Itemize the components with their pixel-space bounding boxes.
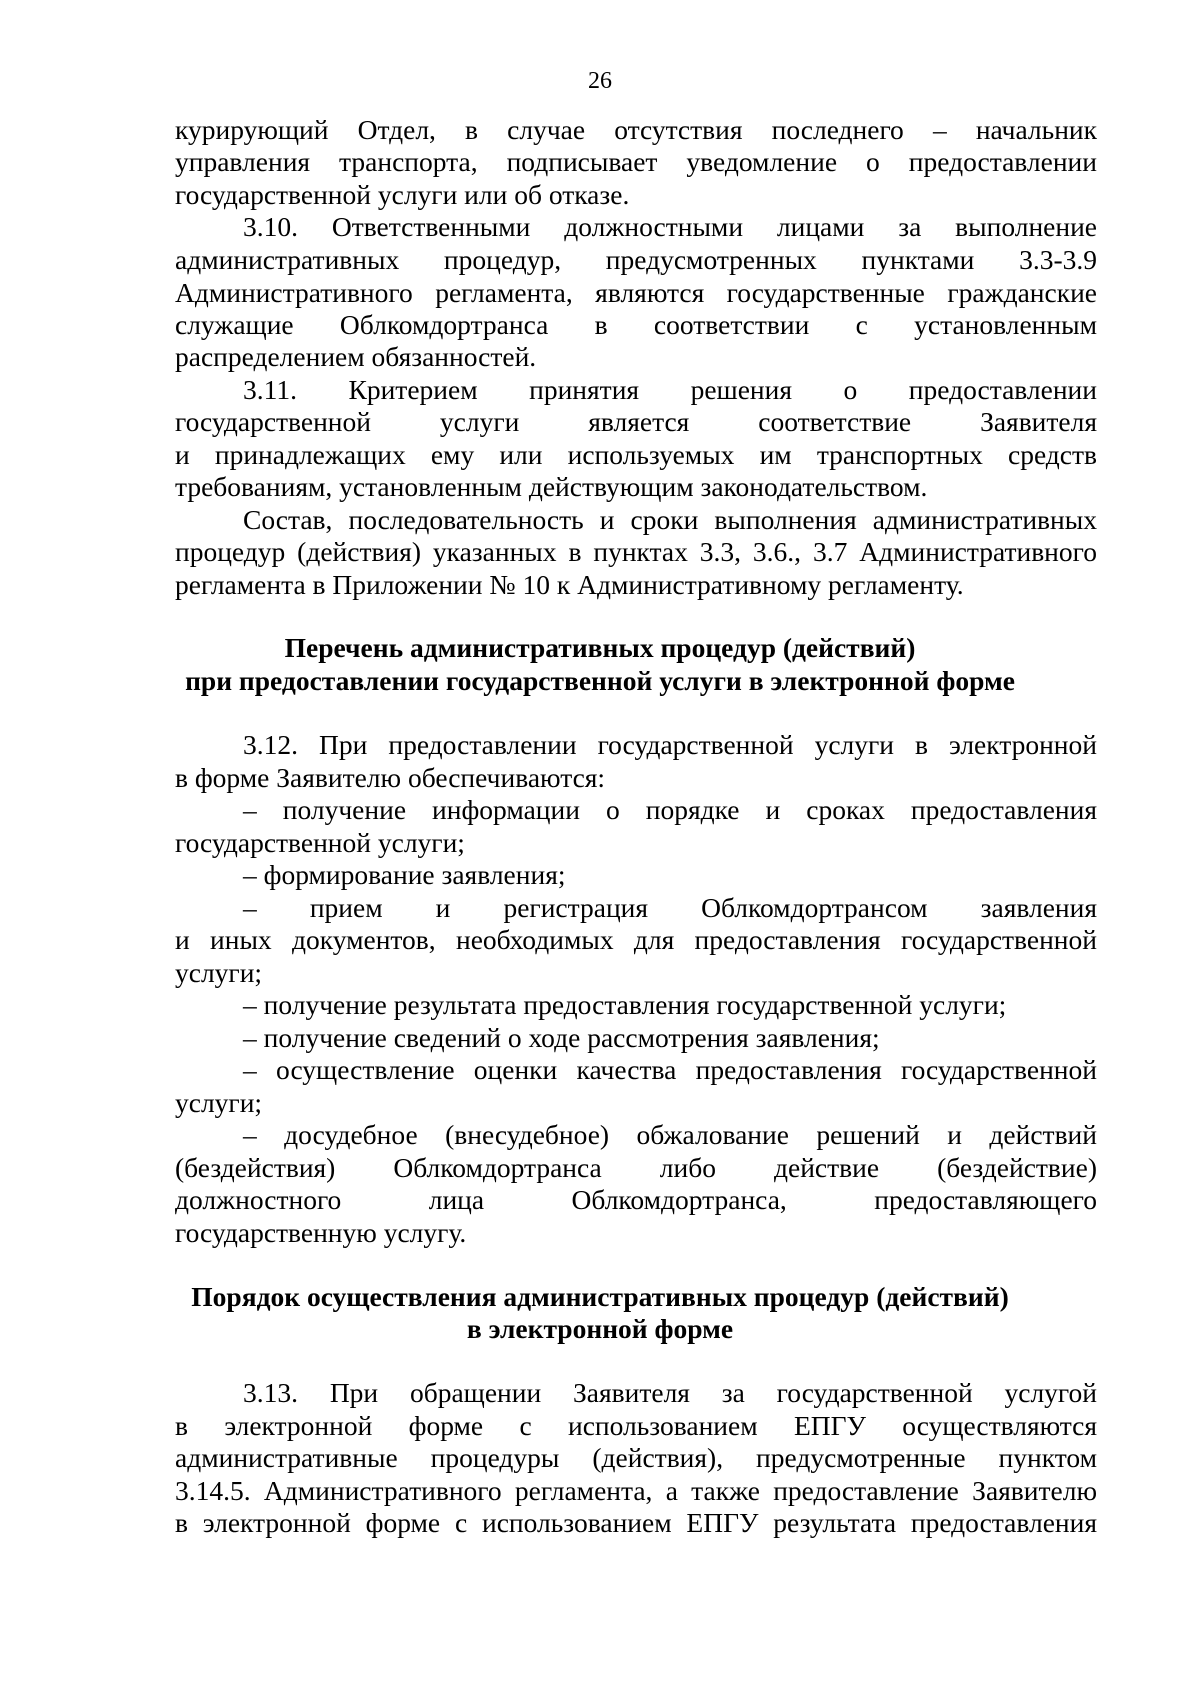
list-item: – получение информации о порядке и сроках предоставления — [243, 794, 1097, 825]
text-line: в форме Заявителю обеспечиваются: — [175, 762, 606, 793]
text-line: курирующий Отдел, в случае отсутствия последнего – начальник — [175, 114, 1097, 145]
section-heading: при предоставлении государственной услуги в электронной форме — [185, 665, 1015, 696]
text-line: государственной услуги; — [175, 827, 465, 858]
text-line: требованиям, установленным действующим законодательством. — [175, 471, 928, 502]
text-line: процедур (действия) указанных в пунктах 3.3, 3.6., 3.7 Административного — [175, 536, 1097, 567]
text-line: 3.14.5. Административного регламента, а также предоставление Заявителю — [175, 1475, 1097, 1506]
text-line: государственной услуги или об отказе. — [175, 179, 630, 210]
list-item: – прием и регистрация Облкомдортрансом заявления — [243, 892, 1097, 923]
text-line: в электронной форме с использованием ЕПГУ результата предоставления — [175, 1507, 1097, 1538]
text-line: государственную услугу. — [175, 1217, 467, 1248]
page-number: 26 — [588, 68, 612, 94]
text-line: служащие Облкомдортранса в соответствии с установленным — [175, 309, 1097, 340]
text-line: 3.13. При обращении Заявителя за государственной услугой — [243, 1377, 1097, 1408]
text-line: Состав, последовательность и сроки выполнения административных — [243, 504, 1097, 535]
text-line: регламента в Приложении № 10 к Административному регламенту. — [175, 569, 964, 600]
text-line: (бездействия) Облкомдортранса либо действие (бездействие) — [175, 1152, 1097, 1183]
text-line: услуги; — [175, 1087, 263, 1118]
text-line: должностного лица Облкомдортранса, предоставляющего — [175, 1184, 1097, 1215]
list-item: – формирование заявления; — [243, 859, 566, 890]
text-line: распределением обязанностей. — [175, 341, 537, 372]
list-item: – получение результата предоставления государственной услуги; — [243, 989, 1007, 1020]
text-line: административные процедуры (действия), предусмотренные пунктом — [175, 1442, 1097, 1473]
text-line: управления транспорта, подписывает уведомление о предоставлении — [175, 146, 1097, 177]
section-heading: в электронной форме — [466, 1313, 734, 1344]
list-item: – получение сведений о ходе рассмотрения заявления; — [243, 1022, 880, 1053]
list-item: – осуществление оценки качества предоставления государственной — [243, 1054, 1097, 1085]
text-line: государственной услуги является соответствие Заявителя — [175, 406, 1097, 437]
text-line: и принадлежащих ему или используемых им транспортных средств — [175, 439, 1097, 470]
section-heading: Перечень административных процедур (действий) — [284, 632, 916, 663]
text-line: 3.10. Ответственными должностными лицами за выполнение — [243, 211, 1097, 242]
text-line: административных процедур, предусмотренных пунктами 3.3-3.9 — [175, 244, 1097, 275]
text-line: в электронной форме с использованием ЕПГУ осуществляются — [175, 1410, 1097, 1441]
text-line: и иных документов, необходимых для предоставления государственной — [175, 924, 1097, 955]
text-line: 3.11. Критерием принятия решения о предоставлении — [243, 374, 1097, 405]
text-line: Административного регламента, являются государственные гражданские — [175, 277, 1097, 308]
section-heading: Порядок осуществления административных процедур (действий) — [191, 1281, 1009, 1312]
list-item: – досудебное (внесудебное) обжалование решений и действий — [243, 1119, 1097, 1150]
text-line: 3.12. При предоставлении государственной услуги в электронной — [243, 729, 1097, 760]
text-line: услуги; — [175, 957, 263, 988]
